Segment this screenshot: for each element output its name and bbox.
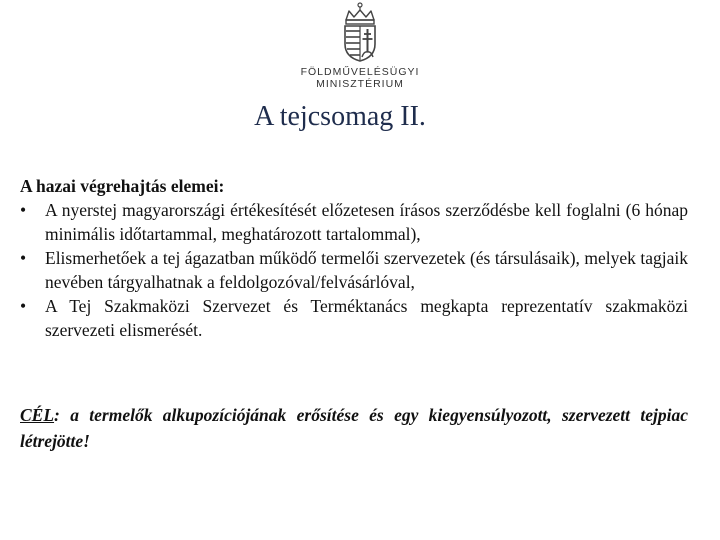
section-heading: A hazai végrehajtás elemei: [20,176,225,196]
list-item-text: A nyerstej magyarországi értékesítését előzetesen írásos szerződésbe kell foglalni (6 hónap minimális időtartammal, meghatározott tartalommal), [45,200,688,244]
bullet-icon: • [20,248,27,268]
ministry-name-line1: FÖLDMŰVELÉSÜGYI [300,66,420,78]
slide-title [0,101,720,133]
bullet-icon: • [20,200,27,220]
slide-content [20,174,688,342]
goal-text: : a termelők alkupozíciójának erősítése és egy kiegyensúlyozott, szervezett tejpiac létrejötte! [20,405,688,451]
ministry-name-line2: MINISZTÉRIUM [316,78,404,90]
list-item [20,246,688,294]
list-item-text: Elismerhetőek a tej ágazatban működő termelői szervezetek (és társulásaik), melyek tagjaik nevében tárgyalhatnak a feldolgozóval/felvásárlóval, [45,248,688,292]
goal-label: CÉL [20,405,55,425]
bullet-icon: • [20,296,27,316]
ministry-logo [0,2,720,90]
list-item [20,294,688,342]
list-item [20,198,688,246]
goal-statement [20,402,688,454]
list-item-text: A Tej Szakmaközi Szervezet és Terméktanács megkapta reprezentatív szakmaközi szervezeti elismerését. [45,296,688,340]
bullet-list [20,198,688,342]
hungarian-coat-of-arms-icon [337,2,383,62]
slide-title-text: A tejcsomag II. [254,101,426,132]
